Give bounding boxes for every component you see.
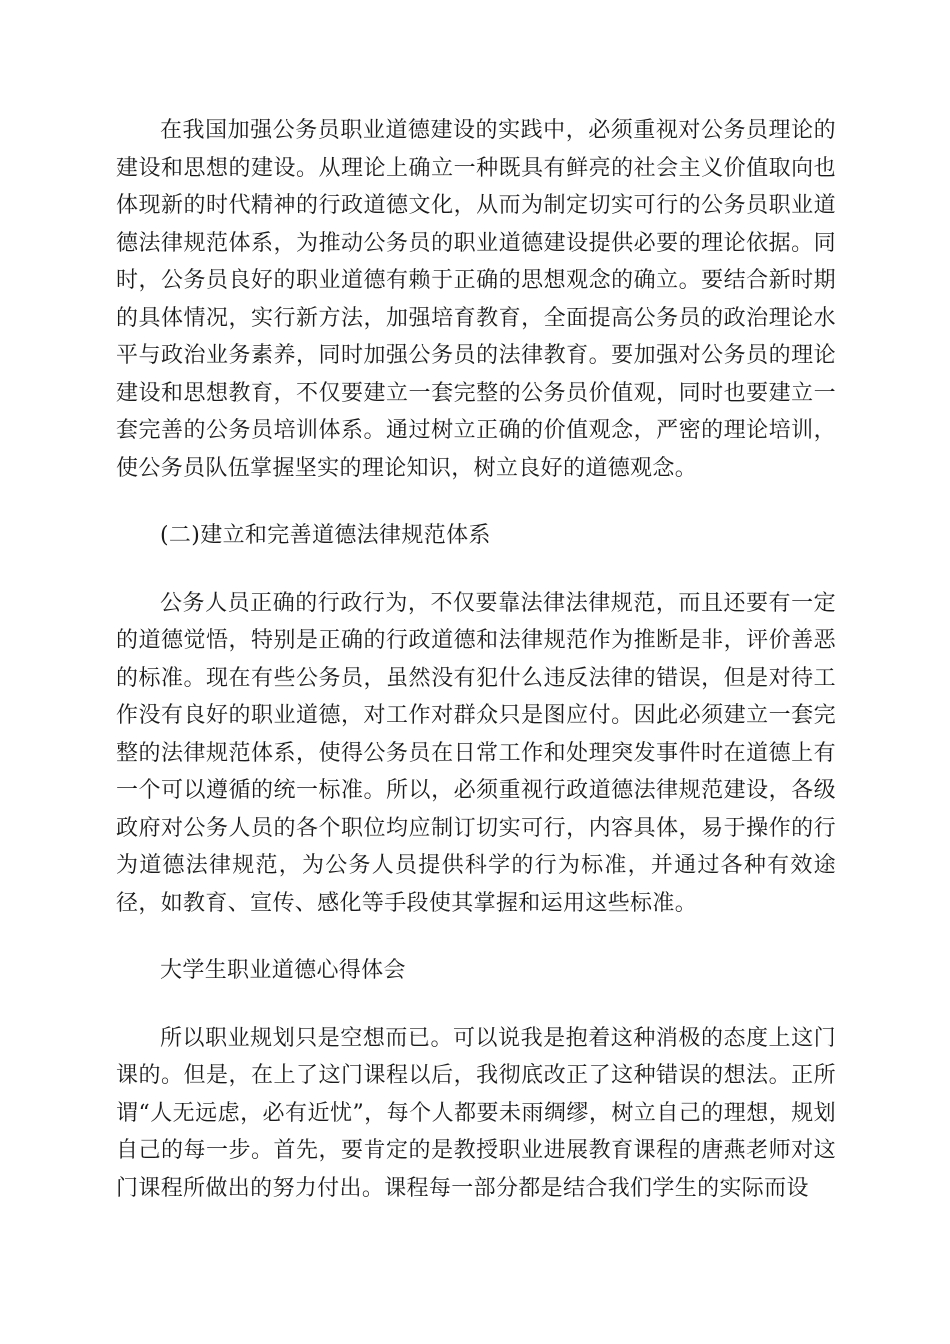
document-page: [116, 112, 836, 1207]
body-paragraph: 在我国加强公务员职业道德建设的实践中，必须重视对公务员理论的建设和思想的建设。从理论上确立一种既具有鲜亮的社会主义价值取向也体现新的时代精神的行政道德文化，从而为制定切实可行的公务员职业道德法律规范体系，为推动公务员的职业道德建设提供必要的理论依据。同时，公务员良好的职业道德有赖于正确的思想观念的确立。要结合新时期的具体情况，实行新方法，加强培育教育，全面提高公务员的政治理论水平与政治业务素养，同时加强公务员的法律教育。要加强对公务员的理论建设和思想教育，不仅要建立一套完整的公务员价值观，同时也要建立一套完善的公务员培训体系。通过树立正确的价值观念，严密的理论培训，使公务员队伍掌握坚实的理论知识，树立良好的道德观念。: [116, 118, 836, 481]
body-paragraph: 所以职业规划只是空想而已。可以说我是抱着这种消极的态度上这门课的。但是，在上了这门课程以后，我彻底改正了这种错误的想法。正所谓“人无远虑，必有近忧”，每个人都要未雨绸缪，树立自己的理想，规划自己的每一步。首先，要肯定的是教授职业进展教育课程的唐燕老师对这门课程所做出的努力付出。课程每一部分都是结合我们学生的实际而设: [116, 1025, 836, 1201]
section-heading: 大学生职业道德心得体会: [160, 958, 406, 983]
body-paragraph: 公务人员正确的行政行为，不仅要靠法律法律规范，而且还要有一定的道德觉悟，特别是正确的行政道德和法律规范作为推断是非，评价善恶的标准。现在有些公务员，虽然没有犯什么违反法律的错误，但是对待工作没有良好的职业道德，对工作对群众只是图应付。因此必须建立一套完整的法律规范体系，使得公务员在日常工作和处理突发事件时在道德上有一个可以遵循的统一标准。所以，必须重视行政道德法律规范建设，各级政府对公务人员的各个职位均应制订切实可行，内容具体，易于操作的行为道德法律规范，为公务人员提供科学的行为标准，并通过各种有效途径，如教育、宣传、感化等手段使其掌握和运用这些标准。: [116, 590, 836, 916]
section-heading: (二)建立和完善道德法律规范体系: [160, 523, 491, 548]
